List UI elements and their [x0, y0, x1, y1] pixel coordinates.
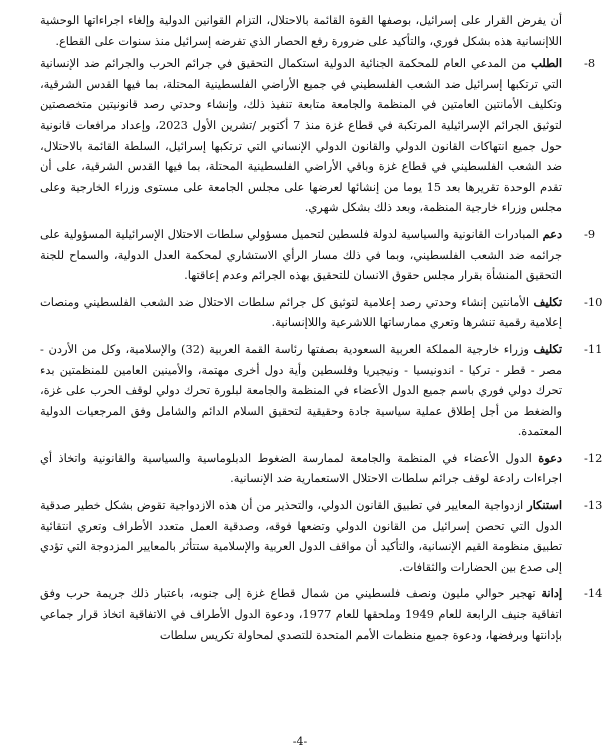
- item-number: -12: [584, 450, 603, 465]
- continuation-paragraph: [40, 10, 580, 51]
- item-text: من المدعي العام للمحكمة الجنائية الدولية استكمال التحقيق في جرائم الحرب والجرائم ضد الإنسانية التي ترتكبها إسرائيل ضد الشعب الفلسطيني في جميع الأراضي الفلسطينية المحتلة، بما فيها القدس الشرقية، وتكليف الأمانتين العامتين في المنظمة والجامعة متابعة تنفيذ ذلك، وإنشاء وحدتي رصد قانونيتين متخصصتين لتوثيق الجرائم الإسرائيلية المرتكبة في قطاع غزة منذ 7 أكتوبر /تشرين الأول 2023، وإعداد مرافعات قانونية حول جميع انتهاكات القانون الدولي والقانون الدولي الإنساني التي ترتكبها إسرائيل، السلطة القائمة بالاحتلال، ضد الشعب الفلسطيني في قطاع غزة وباقي الأراضي الفلسطينية المحتلة، بما فيها القدس الشرقية، على أن تقدم الوحدة تقريرها بعد 15 يوما من إنشائها لعرضها على مجلس الجامعة على مستوى وزراء الخارجية وعلى مجلس وزراء خارجية المنظمة، وبعد ذلك بشكل شهري.: [40, 56, 562, 215]
- item-text: المبادرات القانونية والسياسية لدولة فلسطين لتحميل مسؤولي سلطات الاحتلال الإسرائيلية المسؤولية على جرائمه ضد الشعب الفلسطيني، وبما في ذلك مسار الرأي الاستشاري لمحكمة العدل الدولية، والسماح للجنة التحقيق المنشأة بقرار مجلس حقوق الانسان للتحقيق بهذه الجرائم وعدم إعاقتها.: [40, 226, 562, 283]
- item-number: -10: [584, 294, 603, 309]
- item-lead-word: دعوة: [538, 450, 562, 465]
- resolution-item: [40, 292, 603, 333]
- item-text: الدول الأعضاء في المنظمة والجامعة لممارسة الضغوط الدبلوماسية والسياسية والقانونية واتخاذ أي اجراءات رادعة لوقف جرائم سلطات الاحتلال الاستعمارية ضد الإنسانية.: [40, 450, 562, 486]
- resolution-item: [40, 224, 596, 286]
- item-number: -9: [584, 226, 596, 241]
- item-text: تهجير حوالي مليون ونصف فلسطيني من شمال قطاع غزة إلى جنوبه، باعتبار ذلك جريمة حرب وفق اتفاقية جنيف الرابعة للعام 1949 وملحقها للعام 1977، ودعوة الدول الأطراف في الاتفاقية اتخاذ قرار جماعي بإدانتها وبرفضها، ودعوة جميع منظمات الأمم المتحدة للتصدي لمحاولة تكريس سلطات: [40, 586, 562, 642]
- resolution-item: [40, 495, 603, 577]
- resolution-list: [40, 53, 603, 645]
- item-lead-word: دعم: [542, 226, 563, 241]
- item-lead-word: استنكار: [527, 498, 562, 513]
- resolution-item: [40, 53, 596, 218]
- item-number: -13: [584, 498, 603, 513]
- item-number: -11: [584, 341, 603, 356]
- item-text: ازدواجية المعايير في تطبيق القانون الدولي، والتحذير من أن هذه الازدواجية تقوض بشكل خطير صدقية الدول التي تحصن إسرائيل من القانون الدولي وتضعها فوقه، وصدقية العمل متعدد الأطراف وتعري انتقائية تطبيق منظومة القيم الإنسانية، والتأكيد أن مواقف الدول العربية والإسلامية ستتأثر بالمعايير المزدوجة التي تؤدي إلى صدع بين الحضارات والثقافات.: [40, 498, 562, 574]
- item-text: وزراء خارجية المملكة العربية السعودية بصفتها رئاسة القمة العربية (32) والإسلامية، وكل من الأردن - مصر - قطر - تركيا - اندونيسيا - ونيجيريا وفلسطين وأية دول أخرى مهتمة، والأمينين العامين للمنظمتين بدء تحرك دولي فوري باسم جميع الدول الأعضاء في المنظمة والجامعة لبلورة تحرك دولي لوقف الحرب على غزة، والضغط من أجل إطلاق عملية سياسية جادة وحقيقية لتحقيق السلام الدائم والشامل وفق المرجعيات الدولية المعتمدة.: [40, 341, 562, 439]
- resolution-item: [40, 448, 603, 489]
- continuation-text: أن يفرض القرار على إسرائيل، بوصفها القوة القائمة بالاحتلال، التزام القوانين الدولية وإلغاء اجراءاتها الوحشية اللاإنسانية هذه بشكل فوري، والتأكيد على ضرورة رفع الحصار الذي تفرضه إسرائيل منذ سنوات على القطاع.: [40, 13, 562, 48]
- item-lead-word: تكليف: [533, 341, 562, 356]
- item-number: -8: [584, 56, 596, 71]
- item-lead-word: إدانة: [541, 586, 562, 601]
- page-number: -4-: [292, 735, 308, 748]
- item-text: الأمانتين إنشاء وحدتي رصد إعلامية لتوثيق كل جرائم سلطات الاحتلال ضد الشعب الفلسطيني ومنصات إعلامية رقمية تنشرها وتعري ممارساتها اللاشرعية واللاإنسانية.: [40, 294, 562, 330]
- item-number: -14: [584, 586, 603, 601]
- item-lead-word: تكليف: [533, 294, 562, 309]
- resolution-item: [40, 339, 603, 442]
- resolution-item: [40, 583, 603, 645]
- item-lead-word: الطلب: [531, 56, 562, 71]
- document-body: [40, 10, 603, 645]
